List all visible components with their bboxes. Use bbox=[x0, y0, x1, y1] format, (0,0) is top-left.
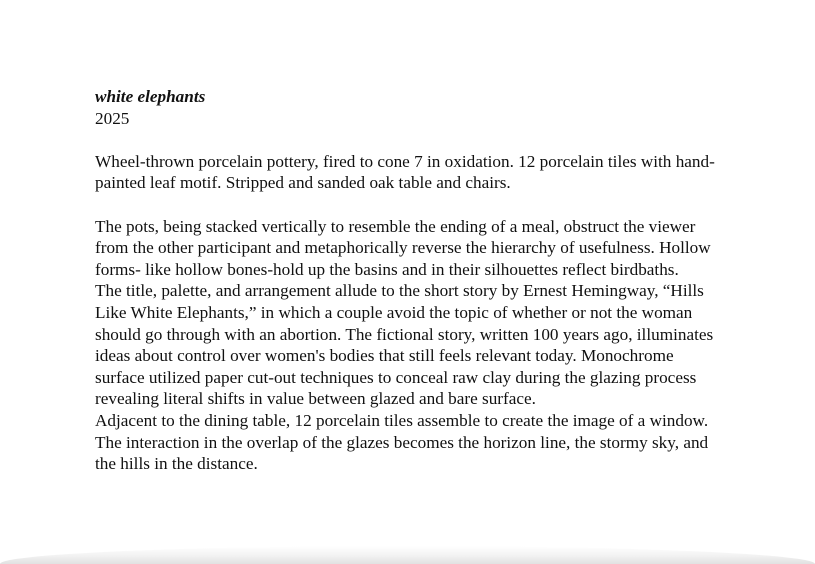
artwork-title: white elephants bbox=[95, 87, 206, 106]
artwork-description bbox=[95, 86, 725, 475]
statement-paragraph: The title, palette, and arrangement allude to the short story by Ernest Hemingway, “Hills Like White Elephants,” in which a couple avoid the topic of whether or not the woman should go through with an abortion. The fictional story, written 100 years ago, illuminates ideas about control over women's bodies that still feels relevant today. Monochrome surface utilized paper cut-out techniques to conceal raw clay during the glazing process revealing literal shifts in value between glazed and bare surface. bbox=[95, 281, 714, 409]
page-bottom-shadow bbox=[0, 546, 815, 564]
statement-paragraph: The pots, being stacked vertically to resemble the ending of a meal, obstruct the viewer from the other participant and metaphorically reverse the hierarchy of usefulness. Hollow forms- like hollow bones-hold up the basins and in their silhouettes reflect birdbaths. bbox=[95, 216, 711, 279]
artwork-year: 2025 bbox=[95, 108, 130, 128]
artwork-materials: Wheel-thrown porcelain pottery, fired to cone 7 in oxidation. 12 porcelain tiles with hand-painted leaf motif. Stripped and sanded oak table and chairs. bbox=[95, 151, 715, 193]
statement-paragraph: Adjacent to the dining table, 12 porcelain tiles assemble to create the image of a window. The interaction in the overlap of the glazes becomes the horizon line, the stormy sky, and the hills in the distance. bbox=[95, 410, 709, 474]
